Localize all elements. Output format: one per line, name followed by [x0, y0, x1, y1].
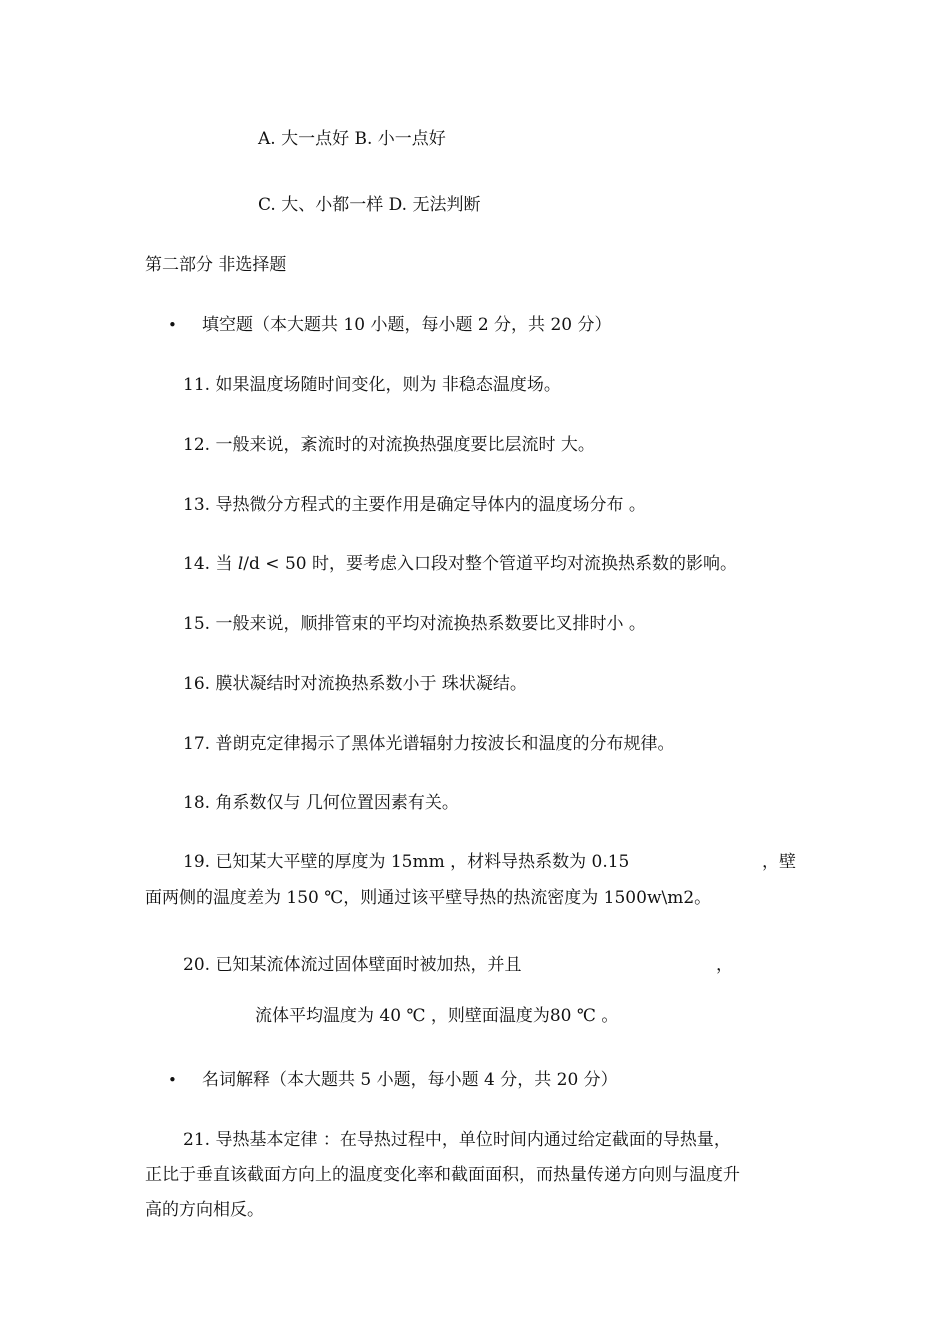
- section-title-definitions: 名词解释（本大题共 5 小题，每小题 4 分，共 20 分）: [202, 1070, 618, 1090]
- question-14: [183, 553, 737, 575]
- question-17: 17. 普朗克定律揭示了黑体光谱辐射力按波长和温度的分布规律。: [183, 734, 675, 754]
- question-13: 13. 导热微分方程式的主要作用是确定导体内的温度场分布 。: [183, 495, 646, 515]
- question-19-part1: 19. 已知某大平壁的厚度为 15mm ，材料导热系数为 0.15: [183, 852, 630, 872]
- question-11: 11. 如果温度场随时间变化，则为 非稳态温度场。: [183, 375, 561, 395]
- question-16: 16. 膜状凝结时对流换热系数小于 珠状凝结。: [183, 674, 527, 694]
- question-14-prefix: 14. 当: [183, 554, 238, 574]
- question-12: 12. 一般来说，紊流时的对流换热强度要比层流时 大。: [183, 435, 595, 455]
- question-19-line2: 面两侧的温度差为 150 ℃，则通过该平壁导热的热流密度为 1500w\m2。: [145, 888, 712, 908]
- question-21-line3: 高的方向相反。: [145, 1200, 264, 1220]
- question-14-suffix: /d < 50 时，要考虑入口段对整个管道平均对流换热系数的影响。: [243, 554, 737, 574]
- options-row-ab: A. 大一点好 B. 小一点好: [258, 129, 446, 149]
- question-20-part2: ，: [716, 955, 733, 975]
- question-15: 15. 一般来说，顺排管束的平均对流换热系数要比叉排时小 。: [183, 614, 646, 634]
- question-18: 18. 角系数仅与 几何位置因素有关。: [183, 793, 459, 813]
- question-19-part2: ，壁: [762, 852, 796, 872]
- section-title-fill-blank: 填空题（本大题共 10 小题，每小题 2 分，共 20 分）: [202, 315, 612, 335]
- question-21-line2: 正比于垂直该截面方向上的温度变化率和截面面积，而热量传递方向则与温度升: [145, 1165, 740, 1185]
- bullet-icon: •: [168, 1071, 177, 1089]
- part-heading: 第二部分 非选择题: [145, 255, 287, 275]
- question-20-part1: 20. 已知某流体流过固体壁面时被加热，并且: [183, 955, 522, 975]
- question-21-line1: 21. 导热基本定律 ：在导热过程中，单位时间内通过给定截面的导热量，: [183, 1130, 731, 1150]
- options-row-cd: C. 大、小都一样 D. 无法判断: [258, 195, 481, 215]
- question-20-line2: 流体平均温度为 40 ℃ ，则壁面温度为80 ℃ 。: [255, 1006, 619, 1026]
- question-14-variable: l: [237, 554, 244, 574]
- bullet-icon: •: [168, 316, 177, 334]
